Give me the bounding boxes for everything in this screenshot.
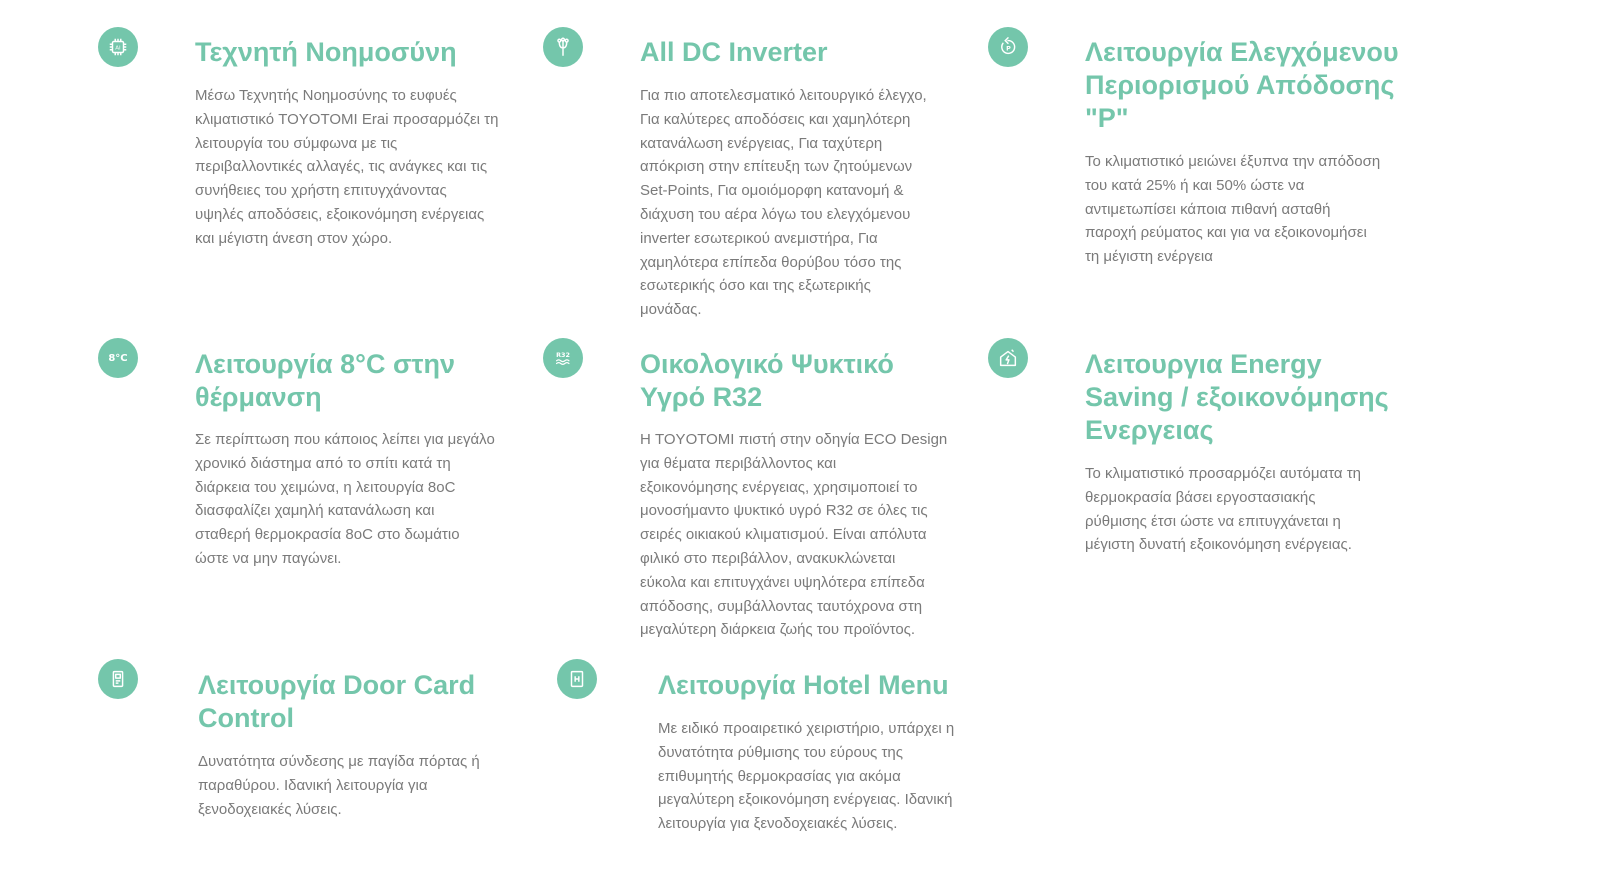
r32-refrigerant-icon	[543, 338, 583, 378]
8c-heating-icon	[98, 338, 138, 378]
desc-line: και μέγιστη άνεση στον χώρο.	[195, 229, 393, 247]
feature-title	[1085, 36, 1399, 135]
desc-line: Το κλιματιστικό μειώνει έξυπνα την απόδοση	[1085, 153, 1381, 170]
feature-description	[658, 717, 954, 836]
feature-title	[195, 36, 457, 69]
desc-line: λειτουργία για ξενοδοχειακές λύσεις.	[658, 815, 898, 833]
title-line: Ενεργειας	[1085, 415, 1214, 445]
desc-line: Η TOYOTOMI πιστή στην οδηγία ECO Design	[640, 431, 948, 448]
hotel-menu-icon	[557, 659, 597, 699]
svg-text:AI: AI	[115, 45, 121, 52]
title-line: Λειτουργία 8°C στην	[195, 349, 455, 379]
desc-line: του κατά 25% ή και 50% ώστε να	[1085, 176, 1305, 194]
desc-line: Για πιο αποτελεσματικό λειτουργικό έλεγχο,	[640, 87, 927, 104]
desc-line: παραθύρου. Ιδανική λειτουργία για	[198, 776, 428, 794]
desc-line: σταθερή θερμοκρασία 8oC στο δωμάτιο	[195, 526, 460, 544]
feature-description	[195, 428, 495, 571]
desc-line: λειτουργία του σύμφωνα με τις	[195, 134, 398, 152]
title-line: Saving / εξοικονόμησης	[1085, 382, 1389, 412]
desc-line: ώστε να μην παγώνει.	[195, 549, 342, 567]
desc-line: απόδοσης, συμβάλλοντας ταυτόχρονα στη	[640, 597, 923, 615]
feature-description	[640, 84, 927, 322]
title-line: Περιορισμού Απόδοσης	[1085, 70, 1395, 100]
feature-title	[1085, 348, 1389, 447]
desc-line: διασφαλίζει χαμηλή κατανάλωση και	[195, 502, 435, 520]
desc-line: μέγιστη δυνατή εξοικονόμηση ενέργειας.	[1085, 536, 1352, 554]
desc-line: διάχυση του αέρα λόγω του ελεγχόμενου	[640, 205, 911, 223]
ai-chip-icon	[98, 27, 138, 67]
svg-text:R32: R32	[556, 351, 570, 360]
desc-line: Set-Points, Για ομοιόμορφη κατανομή &	[640, 182, 904, 200]
title-line: Οικολογικό Ψυκτικό	[640, 349, 894, 379]
power-limit-p-icon	[988, 27, 1028, 67]
desc-line: απόκριση στην επίτευξη των ζητούμενων	[640, 158, 913, 176]
title-line: Λειτουργία Hotel Menu	[658, 670, 949, 700]
desc-line: μεγαλύτερη εξοικονόμηση ενέργειας. Ιδανική	[658, 791, 953, 809]
svg-text:P: P	[1006, 44, 1011, 53]
feature-description	[1085, 150, 1380, 269]
feature-title	[640, 348, 894, 414]
desc-line: Το κλιματιστικό προσαρμόζει αυτόματα τη	[1085, 465, 1362, 482]
desc-line: δυνατότητα ρύθμισης του εύρους της	[658, 743, 903, 761]
desc-line: Για καλύτερες αποδόσεις και χαμηλότερη	[640, 110, 911, 128]
title-line: Υγρό R32	[640, 382, 763, 412]
title-line: Control	[198, 703, 294, 733]
title-line: Λειτουργία Door Card	[198, 670, 476, 700]
feature-description	[198, 750, 480, 821]
feature-description	[1085, 462, 1361, 557]
desc-line: χαμηλότερα επίπεδα θορύβου τόσο της	[640, 253, 902, 271]
feature-title	[640, 36, 828, 69]
desc-line: Δυνατότητα σύνδεσης με παγίδα πόρτας ή	[198, 753, 480, 770]
feature-description	[640, 428, 947, 642]
feature-title	[195, 348, 455, 414]
desc-line: εσωτερικής όσο και της εξωτερικής	[640, 277, 871, 295]
desc-line: συνήθειες του χρήστη επιτυγχάνοντας	[195, 182, 447, 200]
desc-line: για θέματα περιβάλλοντος και	[640, 454, 837, 472]
desc-line: αντιμετωπίσει κάποια πιθανή ασταθή	[1085, 200, 1331, 218]
icon-label: 8°C	[108, 352, 128, 364]
desc-line: περιβαλλοντικές αλλαγές, τις ανάγκες και τις	[195, 158, 488, 176]
feature-description	[195, 84, 498, 251]
desc-line: Σε περίπτωση που κάποιος λείπει για μεγάλο	[195, 431, 495, 448]
desc-line: επιθυμητής θερμοκρασίας για ακόμα	[658, 767, 901, 785]
desc-line: μεγαλύτερη διάρκεια ζωής του προϊόντος.	[640, 621, 916, 639]
desc-line: inverter εσωτερικού ανεμιστήρα, Για	[640, 229, 878, 247]
title-line: θέρμανση	[195, 382, 322, 412]
desc-line: εξοικονόμησης ενέργειας, χρησιμοποιεί το	[640, 478, 918, 496]
desc-line: φιλικό στο περιβάλλον, ανακυκλώνεται	[640, 549, 896, 567]
feature-title	[658, 669, 949, 702]
energy-saving-home-icon	[988, 338, 1028, 378]
desc-line: διάρκεια του χειμώνα, η λειτουργία 8oC	[195, 478, 456, 496]
title-line: Λειτουργια Energy	[1085, 349, 1322, 379]
title-line: Λειτουργία Ελεγχόμενου	[1085, 37, 1399, 67]
desc-line: χρονικό διάστημα από το σπίτι κατά τη	[195, 454, 451, 472]
desc-line: Με ειδικό προαιρετικό χειριστήριο, υπάρχει η	[658, 720, 955, 737]
desc-line: σειρές οικιακού κλιματισμού. Είναι απόλυτα	[640, 526, 927, 544]
desc-line: κλιματιστικό TOYOTOMI Erai προσαρμόζει τη	[195, 110, 499, 128]
desc-line: ξενοδοχειακές λύσεις.	[198, 800, 342, 818]
title-line: "P"	[1085, 103, 1129, 133]
desc-line: κατανάλωση ενέργειας, Για ταχύτερη	[640, 134, 883, 152]
title-line: Τεχνητή Νοημοσύνη	[195, 37, 457, 67]
desc-line: τη μέγιστη ενέργεια	[1085, 248, 1213, 266]
desc-line: ρύθμισης έτσι ώστε να επιτυγχάνεται η	[1085, 512, 1341, 530]
desc-line: παροχή ρεύματος και για να εξοικονομήσει	[1085, 224, 1367, 242]
desc-line: θερμοκρασία βάσει εργοστασιακής	[1085, 488, 1316, 506]
desc-line: Μέσω Τεχνητής Νοημοσύνης το ευφυές	[195, 87, 457, 104]
desc-line: μονάδας.	[640, 301, 702, 319]
desc-line: εύκολα και επιτυγχάνει υψηλότερα επίπεδα	[640, 573, 925, 591]
feature-title	[198, 669, 475, 735]
door-card-icon	[98, 659, 138, 699]
desc-line: υψηλές αποδόσεις, εξοικονόμηση ενέργειας	[195, 205, 485, 223]
inverter-fork-icon	[543, 27, 583, 67]
desc-line: μονοσήμαντο ψυκτικό υγρό R32 σε όλες τις	[640, 502, 928, 520]
title-line: All DC Inverter	[640, 37, 828, 67]
